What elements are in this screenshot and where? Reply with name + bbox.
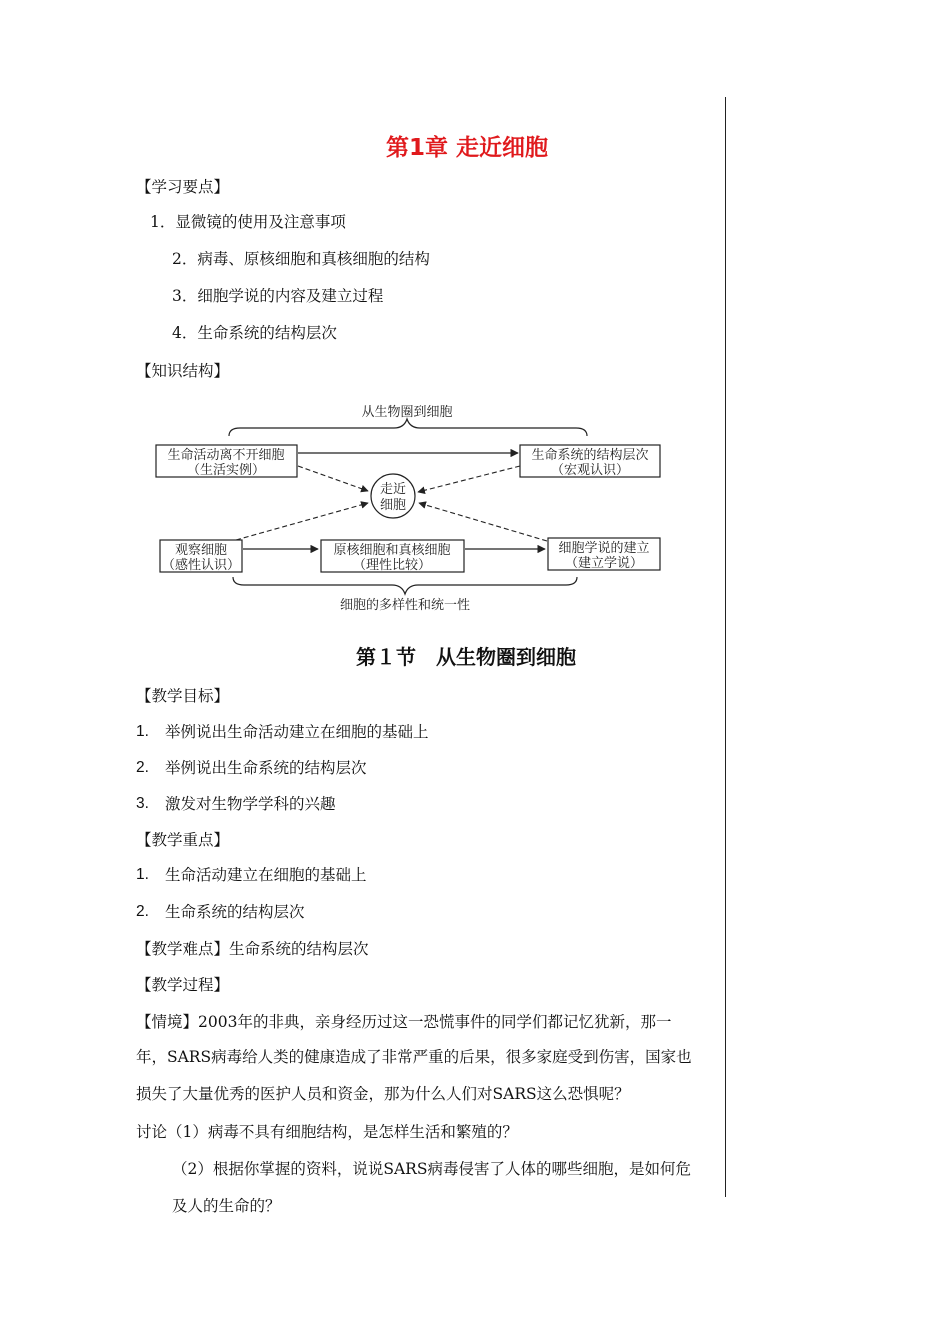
bottom-brace [233, 577, 577, 594]
discussion-2-line2: 及人的生命的？ [172, 1197, 281, 1215]
teaching-difficulty-text: 生命系统的结构层次 [229, 940, 369, 958]
focus-text: 生命系统的结构层次 [165, 903, 305, 921]
knowledge-structure-heading: 【知识结构】 [136, 362, 230, 380]
box-bl-line2: （感性认识） [161, 558, 241, 573]
box-bm-line1: 原核细胞和真核细胞 [333, 543, 451, 558]
goal-text: 举例说出生命系统的结构层次 [165, 759, 367, 777]
scenario-line: 【情境】2003年的非典，亲身经历过这一恐慌事件的同学们都记忆犹新，那一 [136, 1013, 672, 1031]
box-bl-line1: 观察细胞 [174, 543, 228, 558]
study-point-item: 2．病毒、原核细胞和真核细胞的结构 [172, 250, 430, 268]
box-tl-line1: 生命活动离不开细胞 [167, 448, 285, 463]
discussion-1: 讨论（1）病毒不具有细胞结构，是怎样生活和繁殖的？ [136, 1123, 518, 1141]
box-br-line2: （建立学说） [564, 556, 644, 571]
center-line2: 细胞 [379, 498, 407, 513]
goal-num: 2. [136, 759, 149, 776]
focus-text: 生命活动建立在细胞的基础上 [165, 866, 367, 884]
teaching-process-heading: 【教学过程】 [136, 976, 230, 994]
goal-num: 1. [136, 723, 149, 740]
box-tl-line2: （生活实例） [186, 463, 266, 478]
top-brace [229, 419, 587, 436]
box-bm-line2: （理性比较） [352, 558, 432, 573]
focus-num: 2. [136, 903, 149, 920]
scenario-line: 损失了大量优秀的医护人员和资金，那为什么人们对SARS这么恐惧呢？ [136, 1085, 630, 1103]
dashed-arrow-bl [236, 503, 368, 540]
box-br-line1: 细胞学说的建立 [558, 541, 650, 556]
top-brace-label: 从生物圈到细胞 [361, 405, 453, 420]
chapter-title: 第1章 走近细胞 [386, 135, 549, 161]
goal-num: 3. [136, 795, 149, 812]
bottom-brace-label: 细胞的多样性和统一性 [339, 598, 471, 613]
center-line1: 走近 [379, 482, 407, 497]
teaching-focus-heading: 【教学重点】 [136, 831, 230, 849]
scenario-line: 年，SARS病毒给人类的健康造成了非常严重的后果，很多家庭受到伤害，国家也 [136, 1048, 692, 1066]
teaching-difficulty [136, 939, 369, 959]
dashed-arrow-tl [298, 466, 368, 491]
box-tr-line1: 生命系统的结构层次 [531, 448, 649, 463]
focus-num: 1. [136, 866, 149, 883]
box-tr-line2: （宏观认识） [550, 463, 630, 478]
teaching-difficulty-heading: 【教学难点】 [136, 940, 230, 958]
study-point-item: 3．细胞学说的内容及建立过程 [172, 287, 384, 305]
study-point-item: 4．生命系统的结构层次 [172, 324, 337, 342]
goal-text: 激发对生物学学科的兴趣 [165, 795, 336, 813]
discussion-2-line1: （2）根据你掌握的资料，说说SARS病毒侵害了人体的哪些细胞，是如何危 [172, 1160, 691, 1178]
section-title: 第１节 从生物圈到细胞 [356, 645, 576, 669]
study-point-item: 1．显微镜的使用及注意事项 [150, 213, 346, 231]
dashed-arrow-tr [418, 466, 520, 492]
study-points-heading: 【学习要点】 [136, 178, 230, 196]
teaching-goals-heading: 【教学目标】 [136, 687, 230, 705]
dashed-arrow-br [419, 503, 547, 541]
goal-text: 举例说出生命活动建立在细胞的基础上 [165, 723, 429, 741]
